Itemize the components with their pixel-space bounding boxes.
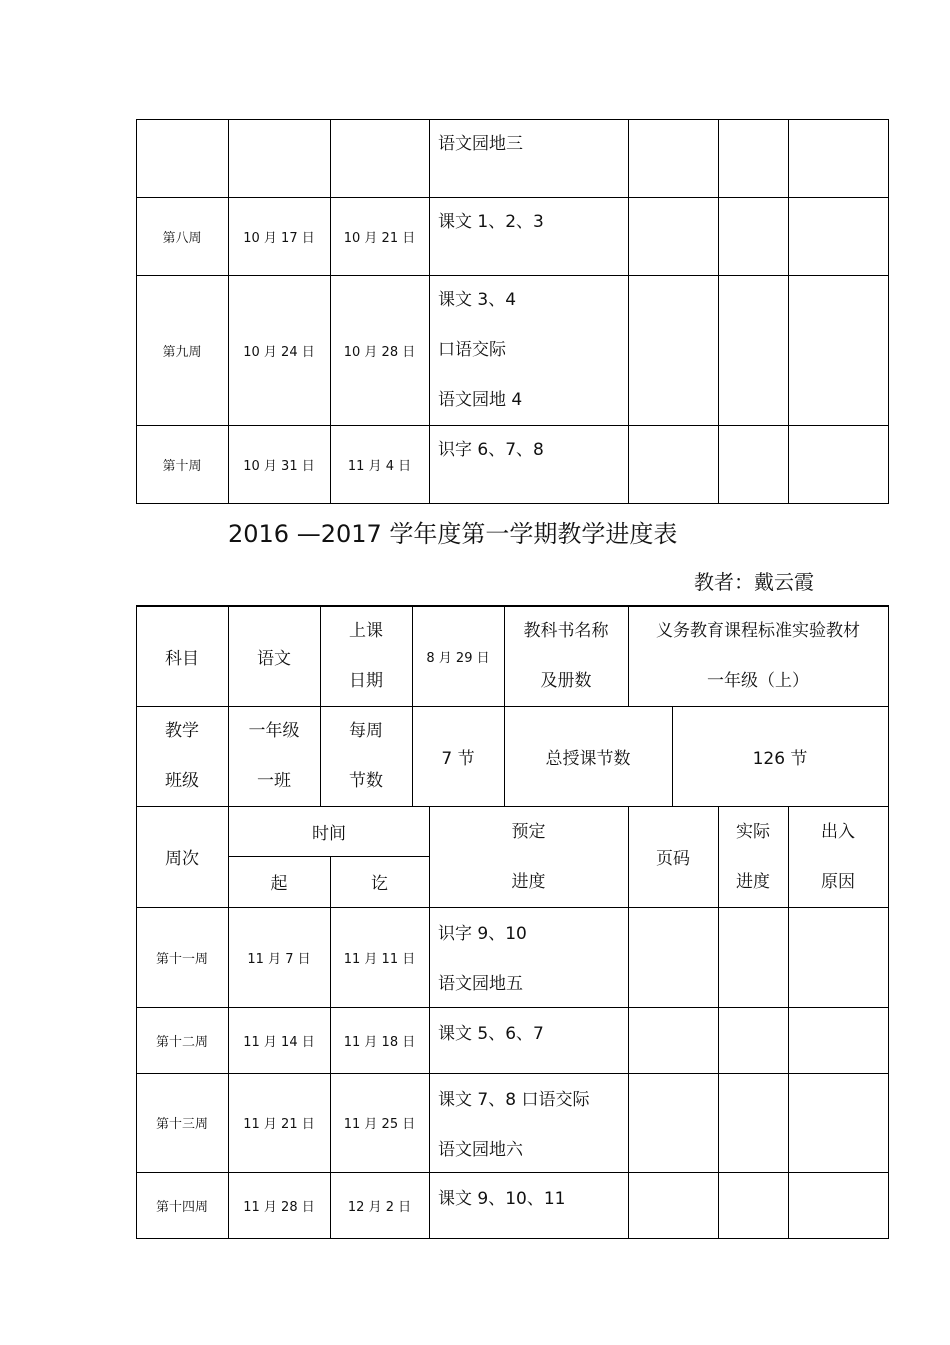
week-label: 第十周 — [162, 458, 202, 474]
progress-text: 课文 9、10、11 — [438, 1189, 566, 1209]
end-date: 11 月 4 日 — [347, 458, 412, 474]
header-start: 起 — [270, 874, 288, 894]
subject-value: 语文 — [257, 648, 291, 669]
progress-text: 课文 5、6、7 — [438, 1024, 544, 1044]
progress-text: 语文园地 4 — [438, 390, 523, 410]
weekly-label: 每周 节数 — [349, 721, 383, 791]
header-actual: 实际 进度 — [736, 821, 770, 892]
table-row — [429, 119, 628, 197]
progress-text: 语文园地六 — [438, 1140, 523, 1160]
end-date: 10 月 21 日 — [343, 230, 416, 246]
start-date-label: 上课 日期 — [349, 621, 383, 691]
progress-text: 识字 9、10 — [438, 924, 527, 944]
start-date: 10 月 31 日 — [243, 458, 315, 474]
header-page: 页码 — [656, 849, 690, 869]
start-date: 11 月 14 日 — [243, 1034, 315, 1050]
end-date: 12 月 2 日 — [347, 1199, 412, 1215]
end-date: 11 月 11 日 — [343, 951, 416, 967]
start-date: 11 月 21 日 — [243, 1117, 315, 1132]
progress-text: 课文 3、4 — [438, 290, 517, 310]
progress-text: 课文 7、8 口语交际 — [438, 1090, 590, 1110]
progress-text: 语文园地五 — [438, 974, 523, 994]
end-date: 11 月 25 日 — [343, 1117, 416, 1132]
start-date: 11 月 7 日 — [247, 951, 311, 967]
textbook-label: 教科书名称 及册数 — [523, 621, 609, 691]
week-label: 第八周 — [162, 230, 202, 246]
start-date-value: 8 月 29 日 — [426, 650, 490, 666]
week-label: 第十三周 — [155, 1117, 208, 1132]
start-date: 11 月 28 日 — [243, 1199, 315, 1215]
textbook-value: 义务教育课程标准实验教材 一年级（上） — [656, 621, 860, 691]
week-label: 第十二周 — [155, 1034, 208, 1050]
progress-text: 口语交际 — [438, 340, 506, 360]
week-label: 第十四周 — [155, 1199, 208, 1215]
end-date: 11 月 18 日 — [343, 1034, 416, 1050]
progress-text: 课文 1、2、3 — [438, 212, 544, 232]
class-label: 教学 班级 — [165, 721, 199, 791]
start-date: 10 月 24 日 — [243, 344, 315, 360]
progress-text: 语文园地三 — [438, 134, 523, 154]
total-value: 126 节 — [752, 748, 808, 769]
end-date: 10 月 28 日 — [343, 344, 416, 360]
week-label: 第十一周 — [155, 951, 208, 967]
header-week: 周次 — [165, 849, 199, 869]
header-reason: 出入 原因 — [821, 821, 855, 892]
subject-label: 科目 — [165, 648, 199, 669]
weekly-value: 7 节 — [441, 748, 475, 769]
header-planned: 预定 进度 — [511, 821, 546, 892]
progress-text: 识字 6、7、8 — [438, 440, 544, 460]
total-label: 总授课节数 — [545, 748, 631, 769]
start-date: 10 月 17 日 — [243, 230, 315, 246]
week-label: 第九周 — [162, 344, 202, 360]
teacher-name: 教者：戴云霞 — [694, 570, 814, 594]
page-title: 2016 —2017 学年度第一学期教学进度表 — [228, 520, 678, 548]
header-end: 讫 — [371, 874, 388, 894]
header-time: 时间 — [312, 823, 346, 844]
class-value: 一年级 一班 — [248, 721, 300, 791]
